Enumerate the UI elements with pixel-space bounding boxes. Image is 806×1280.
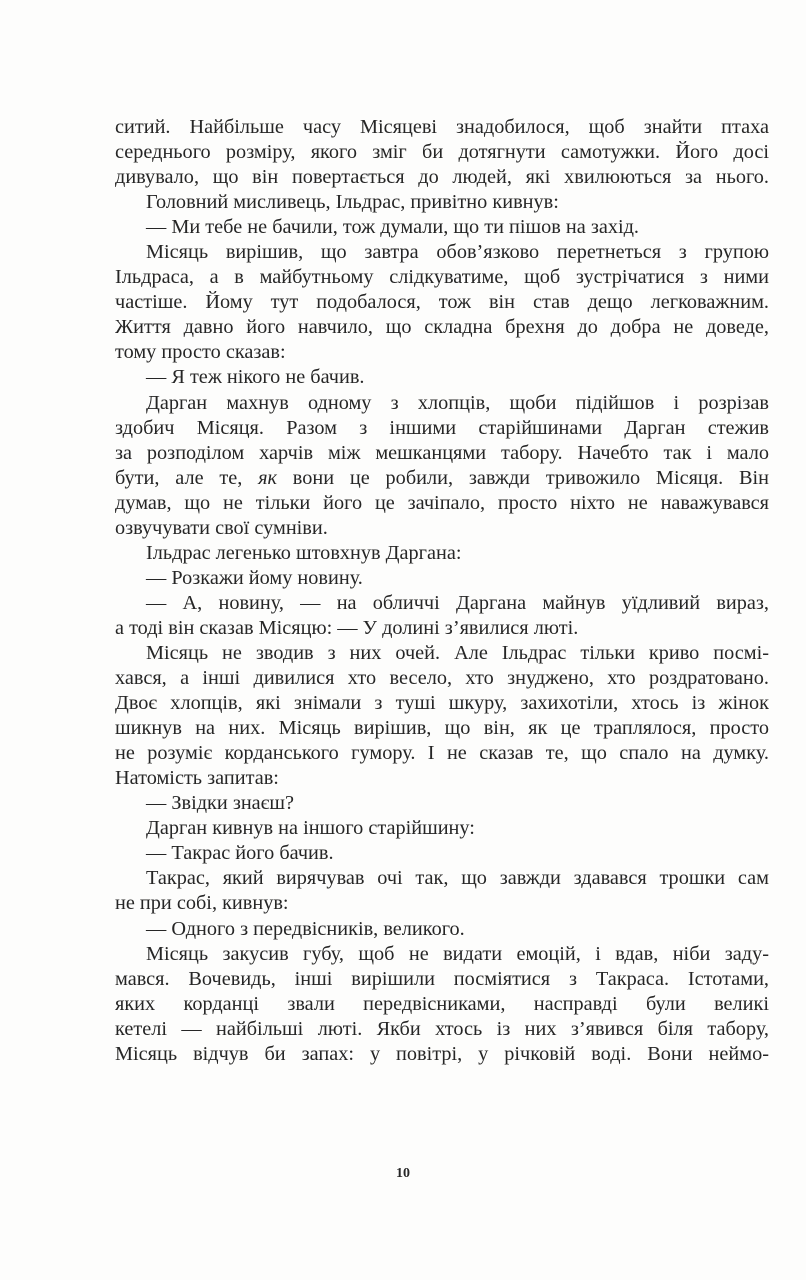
text-line: шикнув на них. Місяць вирішив, що він, як це траплялося, просто bbox=[115, 717, 769, 740]
text-line: за розподілом харчів між мешканцями табору. Начебто так і мало bbox=[115, 441, 769, 464]
text-line: Місяць відчув би запах: у повітрі, у річковій воді. Вони неймо- bbox=[115, 1042, 769, 1065]
text-line: Дарган махнув одному з хлопців, щоби підійшов і розрізав bbox=[146, 391, 769, 414]
text-span: вони це робили, завжди тривожило Місяця. Він bbox=[277, 466, 769, 489]
text-line: а тоді він сказав Місяцю: — У долині з’явилися люті. bbox=[115, 616, 579, 639]
text-span: бути, але те, bbox=[115, 466, 259, 489]
text-line: кетелі — найбільші люті. Якби хтось із них з’явився біля табору, bbox=[115, 1017, 769, 1040]
text-line: Місяць закусив губу, щоб не видати емоцій, і вдав, ніби заду- bbox=[146, 942, 769, 965]
text-line: не розуміє корданського гумору. І не сказав те, що спало на думку. bbox=[115, 742, 769, 765]
italic-emphasis: як bbox=[258, 466, 278, 489]
text-line: яких корданці звали передвісниками, насправді були великі bbox=[115, 992, 769, 1015]
text-line bbox=[115, 466, 769, 491]
text-line: Дарган кивнув на іншого старійшину: bbox=[146, 817, 475, 840]
text-line: — Розкажи йому новину. bbox=[146, 566, 363, 589]
text-line: — А, новину, — на обличчі Даргана майнув уїдливий вираз, bbox=[146, 591, 769, 614]
text-line: середнього розміру, якого зміг би дотягнути самотужки. Його досі bbox=[115, 141, 769, 164]
text-line: хався, а інші дивилися хто весело, хто знуджено, хто роздратовано. bbox=[115, 667, 769, 690]
text-line: — Такрас його бачив. bbox=[146, 842, 334, 865]
text-line: Ільдрас легенько штовхнув Даргана: bbox=[146, 541, 462, 564]
text-line: не при собі, кивнув: bbox=[115, 892, 289, 915]
text-line: — Я теж нікого не бачив. bbox=[146, 366, 365, 389]
text-line: Місяць не зводив з них очей. Але Ільдрас тільки криво посмі- bbox=[146, 641, 769, 664]
text-line: Ільдраса, а в майбутньому слідкуватиме, щоб зустрічатися з ними bbox=[115, 266, 769, 289]
text-line: — Одного з передвісників, великого. bbox=[146, 917, 465, 940]
text-line: ситий. Найбільше часу Місяцеві знадобилося, щоб знайти птаха bbox=[115, 116, 769, 138]
text-line: Місяць вирішив, що завтра обов’язково перетнеться з групою bbox=[146, 241, 769, 264]
text-line: — Ми тебе не бачили, тож думали, що ти пішов на захід. bbox=[146, 216, 640, 239]
page-number: 10 bbox=[396, 1166, 410, 1181]
text-line: частіше. Йому тут подобалося, тож він став дещо легковажним. bbox=[115, 291, 769, 314]
text-line: тому просто сказав: bbox=[115, 341, 286, 364]
text-line: дивувало, що він повертається до людей, які хвилюються за нього. bbox=[115, 166, 769, 189]
body-text bbox=[115, 115, 769, 1067]
text-line: думав, що не тільки його це зачіпало, просто ніхто не наважувався bbox=[115, 491, 769, 514]
text-line: Життя давно його навчило, що складна брехня до добра не доведе, bbox=[115, 316, 769, 339]
text-line: — Звідки знаєш? bbox=[146, 792, 295, 815]
text-line: Натомість запитав: bbox=[115, 767, 279, 790]
text-line: Двоє хлопців, які знімали з туші шкуру, захихотіли, хтось із жінок bbox=[115, 692, 769, 715]
text-line: озвучувати свої сумніви. bbox=[115, 516, 328, 539]
text-line: Такрас, який вирячував очі так, що завжди здавався трошки сам bbox=[146, 867, 769, 890]
text-line: здобич Місяця. Разом з іншими старійшинами Дарган стежив bbox=[115, 416, 769, 439]
text-line: мався. Вочевидь, інші вирішили посміятися з Такраса. Істотами, bbox=[115, 967, 769, 990]
text-line: Головний мисливець, Ільдрас, привітно кивнув: bbox=[146, 191, 559, 214]
